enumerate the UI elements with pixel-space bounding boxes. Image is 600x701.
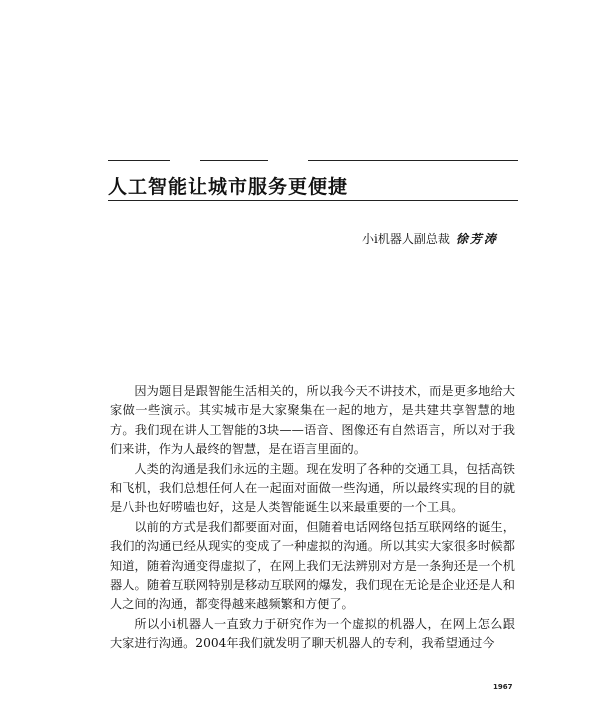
page-number: 1967 — [493, 683, 513, 691]
paragraph: 因为题目是跟智能生活相关的，所以我今天不讲技术，而是更多地给大家做一些演示。其实城市是大家聚集在一起的地方，是共建共享智慧的地方。我们现在讲人工智能的3块——语音、图像还有自然语言，所以对于我们来讲，作为人最终的智慧，是在语言里面的。 — [110, 384, 515, 457]
paragraph: 所以小i机器人一直致力于研究作为一个虚拟的机器人，在网上怎么跟大家进行沟通。2004年我们就发明了聊天机器人的专利，我希望通过今 — [110, 616, 515, 651]
article-title: 人工智能让城市服务更便捷 — [108, 176, 349, 198]
author-name: 徐芳涛 — [455, 232, 498, 246]
author-role: 小i机器人副总裁 — [362, 232, 450, 246]
paragraph: 人类的沟通是我们永远的主题。现在发明了各种的交通工具，包括高铁和飞机，我们总想任何人在一起面对面做一些沟通，所以最终实现的目的就是八卦也好唠嗑也好，这是人类智能诞生以来最重要的一个工具。 — [110, 461, 515, 515]
author-line — [362, 230, 498, 247]
title-bottom-rule — [108, 200, 518, 201]
title-top-rule — [108, 160, 518, 161]
article-body — [110, 382, 515, 654]
paragraph: 以前的方式是我们都要面对面，但随着电话网络包括互联网络的诞生，我们的沟通已经从现实的变成了一种虚拟的沟通。所以其实大家很多时候都知道，随着沟通变得虚拟了，在网上我们无法辨别对方是一条狗还是一个机器人。随着互联网特别是移动互联网的爆发，我们现在无论是企业还是人和人之间的沟通，都变得越来越频繁和方便了。 — [110, 519, 515, 612]
